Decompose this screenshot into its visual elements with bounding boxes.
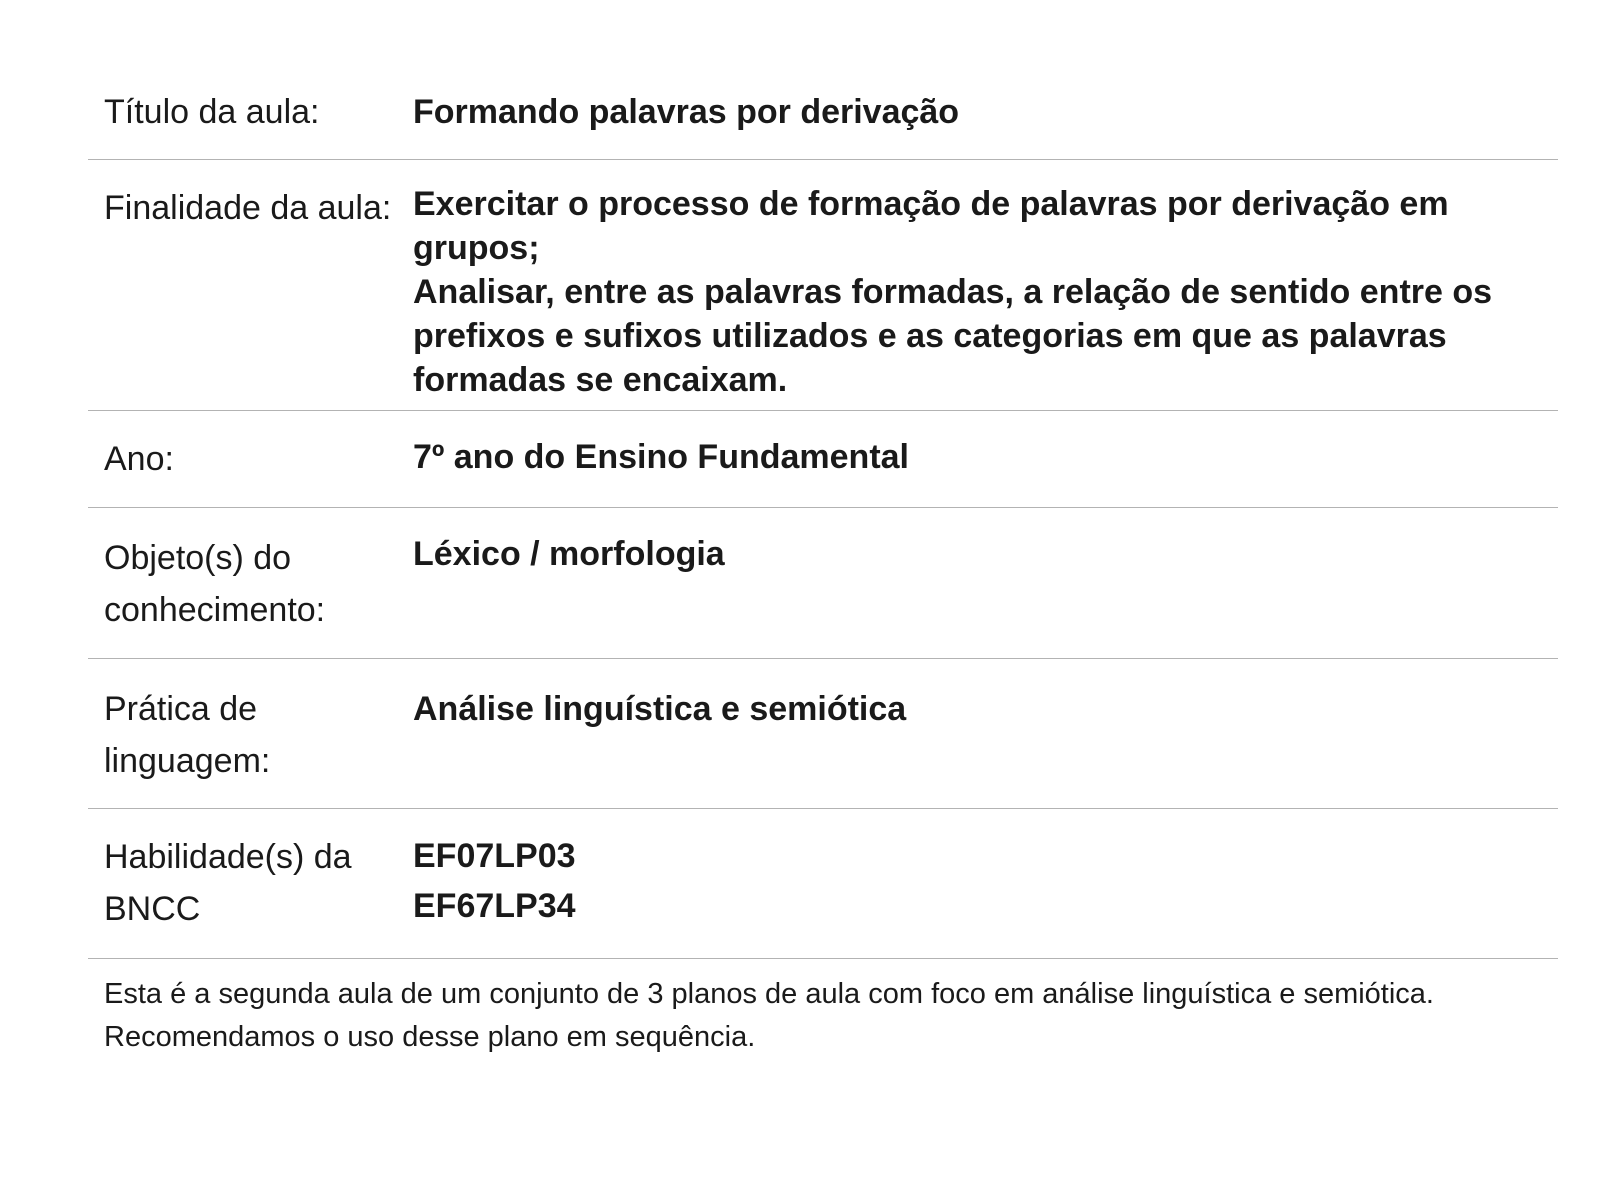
row-label: Prática de linguagem:	[104, 690, 271, 780]
row-value	[413, 182, 1558, 410]
value-line: 7º ano do Ensino Fundamental	[413, 438, 910, 476]
value-line: Formando palavras por derivação	[413, 93, 960, 131]
row-label: Finalidade da aula:	[104, 189, 392, 227]
row-value	[413, 532, 1558, 658]
row-value	[413, 433, 1558, 507]
value-line: EF67LP34	[413, 887, 576, 925]
value-line: Exercitar o processo de formação de palavras por derivação em grupos;	[413, 185, 1449, 267]
sequence-note: Esta é a segunda aula de um conjunto de 3 planos de aula com foco em análise linguística e semiótica. Recomendamos o uso desse plano em sequência.	[104, 978, 1434, 1053]
value-line: Análise linguística e semiótica	[413, 690, 907, 728]
row-label: Título da aula:	[104, 93, 320, 131]
row-bncc-skills	[88, 809, 1558, 959]
value-line: EF07LP03	[413, 837, 576, 875]
row-lesson-purpose	[88, 160, 1558, 411]
row-knowledge-object	[88, 508, 1558, 659]
value-line: Analisar, entre as palavras formadas, a relação de sentido entre os prefixos e sufixos utilizados e as categorias em que as palavras formadas se encaixam.	[413, 273, 1493, 399]
value-line: Léxico / morfologia	[413, 535, 725, 573]
row-label: Objeto(s) do conhecimento:	[104, 539, 326, 629]
row-label: Habilidade(s) da BNCC	[104, 838, 352, 928]
row-value	[413, 683, 1558, 808]
row-value	[413, 831, 1558, 958]
lesson-plan-table	[88, 58, 1558, 1059]
row-year	[88, 411, 1558, 508]
row-lesson-title	[88, 58, 1558, 160]
row-language-practice	[88, 659, 1558, 809]
row-value	[413, 86, 1558, 159]
row-label: Ano:	[104, 440, 174, 478]
